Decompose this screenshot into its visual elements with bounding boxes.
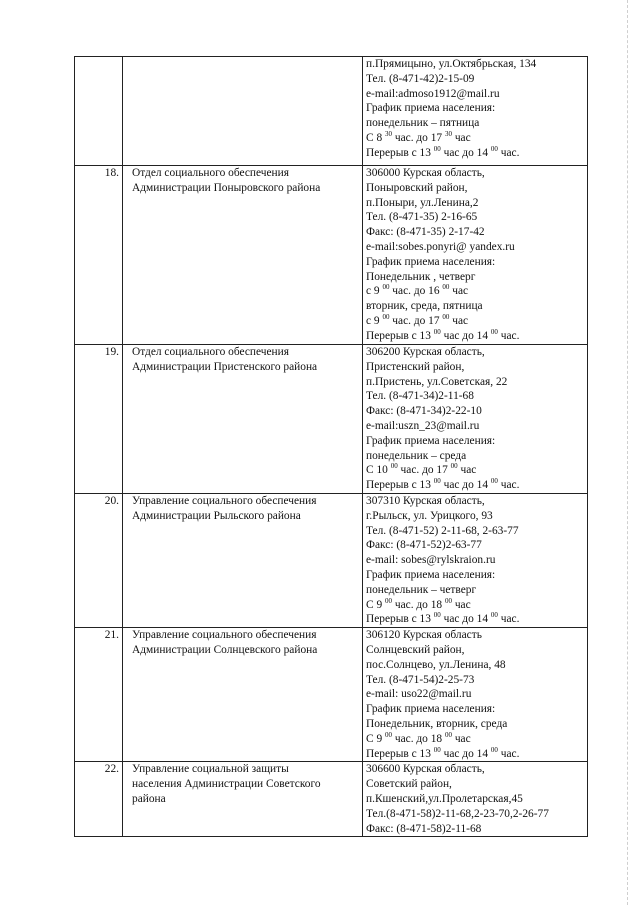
page-edge-line: [627, 0, 628, 905]
contact-line: понедельник – четверг: [366, 583, 477, 596]
organization-name-line: Администрации Солнцевского района: [132, 643, 318, 656]
contact-line: e-mail:uszn_23@mail.ru: [366, 419, 480, 432]
time-text: час до 14: [440, 329, 491, 342]
time-minutes-superscript: 00: [442, 283, 450, 292]
time-text: час до 14: [440, 747, 491, 760]
time-text: С 9: [366, 732, 385, 745]
time-text: С 10: [366, 464, 391, 477]
social-services-table: [74, 56, 588, 837]
contact-line: e-mail: uso22@mail.ru: [366, 688, 472, 701]
time-minutes-superscript: 00: [444, 596, 452, 605]
row-number: 22.: [75, 762, 123, 837]
time-minutes-superscript: 00: [490, 144, 498, 153]
row-number: 19.: [75, 345, 123, 494]
time-text: час.: [497, 613, 520, 626]
time-minutes-superscript: 00: [490, 611, 498, 620]
time-minutes-superscript: 00: [442, 312, 450, 321]
contact-line: Тел.(8-471-58)2-11-68,2-23-70,2-26-77: [366, 807, 549, 820]
time-minutes-superscript: 00: [433, 144, 441, 153]
time-text: час.: [497, 146, 520, 159]
contact-line: e-mail: sobes@rylskraion.ru: [366, 554, 496, 567]
contact-line: [366, 732, 584, 747]
contact-line: п.Прямицыно, ул.Октябрьская, 134: [366, 58, 537, 70]
contact-line: [366, 478, 584, 493]
time-minutes-superscript: 00: [490, 327, 498, 336]
contact-line: п.Пристень, ул.Советская, 22: [366, 375, 508, 388]
contact-line: Факс: (8-471-58)2-11-68: [366, 822, 482, 835]
time-minutes-superscript: 00: [382, 283, 390, 292]
time-text: час до 14: [440, 613, 491, 626]
contact-line: 306200 Курская область,: [366, 346, 485, 358]
contact-line: [366, 612, 584, 627]
organization-name: [123, 762, 363, 837]
contact-line: 307310 Курская область,: [366, 494, 485, 507]
organization-name-line: Отдел социального обеспечения: [132, 167, 289, 179]
contact-line: График приема населения:: [366, 102, 496, 115]
table-row: [75, 57, 588, 166]
time-text: час. до 16: [389, 285, 443, 298]
contact-line: 306000 Курская область,: [366, 167, 485, 179]
time-minutes-superscript: 00: [490, 745, 498, 754]
contact-details: [363, 493, 588, 627]
contact-details: [363, 762, 588, 837]
contact-line: Понедельник, вторник, среда: [366, 717, 508, 730]
contact-line: e-mail:admoso1912@mail.ru: [366, 87, 500, 100]
time-minutes-superscript: 00: [490, 477, 498, 486]
time-minutes-superscript: 00: [433, 745, 441, 754]
time-text: Перерыв с 13: [366, 613, 434, 626]
contact-line: [366, 146, 584, 161]
contact-line: e-mail:sobes.ponyri@ yandex.ru: [366, 240, 515, 253]
table-row: [75, 628, 588, 762]
organization-name-line: Отдел социального обеспечения: [132, 346, 289, 358]
time-minutes-superscript: 00: [385, 730, 392, 739]
organization-name: [123, 493, 363, 627]
time-minutes-superscript: 00: [433, 327, 441, 336]
time-minutes-superscript: 00: [385, 596, 392, 605]
contact-line: Тел. (8-471-35) 2-16-65: [366, 211, 478, 224]
contact-line: График приема населения:: [366, 703, 496, 716]
row-number: [75, 57, 123, 166]
time-text: час: [457, 464, 477, 477]
time-text: час до 14: [440, 479, 491, 492]
time-minutes-superscript: 00: [450, 462, 458, 471]
organization-name-line: Администрации Поныровского района: [132, 181, 321, 194]
organization-name-line: Управление социального обеспечения: [132, 629, 317, 642]
organization-name-line: населения Администрации Советского: [132, 778, 321, 791]
contact-line: График приема населения:: [366, 255, 496, 268]
time-text: Перерыв с 13: [366, 329, 434, 342]
organization-name-line: Управление социального обеспечения: [132, 494, 317, 507]
time-text: с 9: [366, 314, 383, 327]
row-number: 20.: [75, 493, 123, 627]
contact-line: [366, 747, 584, 762]
time-text: час до 14: [440, 146, 491, 159]
contact-line: вторник, среда, пятница: [366, 300, 483, 313]
contact-line: График приема населения:: [366, 434, 496, 447]
contact-line: [366, 131, 584, 146]
contact-details: [363, 166, 588, 345]
table-row: [75, 493, 588, 627]
table-row: [75, 762, 588, 837]
time-minutes-superscript: 00: [444, 730, 452, 739]
time-text: час: [449, 314, 469, 327]
contact-details: [363, 628, 588, 762]
time-text: с 9: [366, 285, 383, 298]
time-minutes-superscript: 30: [385, 129, 392, 138]
organization-name-line: Администрации Рыльского района: [132, 509, 301, 522]
row-number: 21.: [75, 628, 123, 762]
time-text: час.: [497, 329, 520, 342]
contact-line: График приема населения:: [366, 568, 496, 581]
organization-name-line: района: [132, 792, 166, 805]
contact-line: Тел. (8-471-54)2-25-73: [366, 673, 475, 686]
time-minutes-superscript: 00: [433, 477, 441, 486]
table-row: [75, 166, 588, 345]
contact-line: пос.Солнцево, ул.Ленина, 48: [366, 658, 506, 671]
organization-name: [123, 57, 363, 166]
contact-details: [363, 57, 588, 166]
contact-line: [366, 463, 584, 478]
time-minutes-superscript: 00: [390, 462, 398, 471]
contact-line: Тел. (8-471-52) 2-11-68, 2-63-77: [366, 524, 519, 537]
contact-line: [366, 598, 584, 613]
contact-line: Советский район,: [366, 778, 452, 791]
organization-name: [123, 345, 363, 494]
time-text: С 8: [366, 131, 385, 144]
contact-line: г.Рыльск, ул. Урицкого, 93: [366, 509, 493, 522]
contact-line: понедельник – среда: [366, 449, 467, 462]
organization-name-line: Администрации Пристенского района: [132, 360, 318, 373]
contact-line: Пристенский район,: [366, 360, 465, 373]
organization-name: [123, 628, 363, 762]
contact-line: 306120 Курская область: [366, 629, 482, 642]
time-text: час.: [497, 479, 520, 492]
time-text: час.: [497, 747, 520, 760]
table-row: [75, 345, 588, 494]
contact-line: Тел. (8-471-34)2-11-68: [366, 390, 474, 403]
time-text: С 9: [366, 598, 385, 611]
time-text: час: [451, 131, 471, 144]
time-text: час: [449, 285, 469, 298]
time-text: Перерыв с 13: [366, 146, 434, 159]
contact-line: Факс: (8-471-35) 2-17-42: [366, 226, 485, 239]
time-text: час. до 18: [392, 598, 445, 611]
table-body: [75, 57, 588, 837]
contact-line: Солнцевский район,: [366, 643, 465, 656]
time-text: час. до 17: [397, 464, 451, 477]
contact-line: 306600 Курская область,: [366, 763, 485, 776]
time-minutes-superscript: 00: [382, 312, 390, 321]
row-number: 18.: [75, 166, 123, 345]
time-text: час. до 17: [392, 131, 445, 144]
contact-line: понедельник – пятница: [366, 117, 480, 130]
contact-line: Понедельник , четверг: [366, 270, 476, 283]
time-text: час: [451, 732, 471, 745]
contact-line: Поныровский район,: [366, 181, 468, 194]
organization-name: [123, 166, 363, 345]
contact-details: [363, 345, 588, 494]
time-text: час. до 17: [389, 314, 443, 327]
contact-line: Тел. (8-471-42)2-15-09: [366, 72, 475, 85]
time-minutes-superscript: 30: [444, 129, 452, 138]
contact-line: Факс: (8-471-52)2-63-77: [366, 539, 482, 552]
contact-line: п.Поныри, ул.Ленина,2: [366, 196, 479, 209]
contact-line: [366, 284, 584, 299]
time-minutes-superscript: 00: [433, 611, 441, 620]
time-text: Перерыв с 13: [366, 747, 434, 760]
organization-name-line: Управление социальной защиты: [132, 763, 289, 776]
time-text: час. до 18: [392, 732, 445, 745]
contact-line: п.Кшенский,ул.Пролетарская,45: [366, 792, 523, 805]
contact-line: [366, 314, 584, 329]
time-text: час: [451, 598, 471, 611]
contact-line: [366, 329, 584, 344]
time-text: Перерыв с 13: [366, 479, 434, 492]
contact-line: Факс: (8-471-34)2-22-10: [366, 405, 482, 418]
